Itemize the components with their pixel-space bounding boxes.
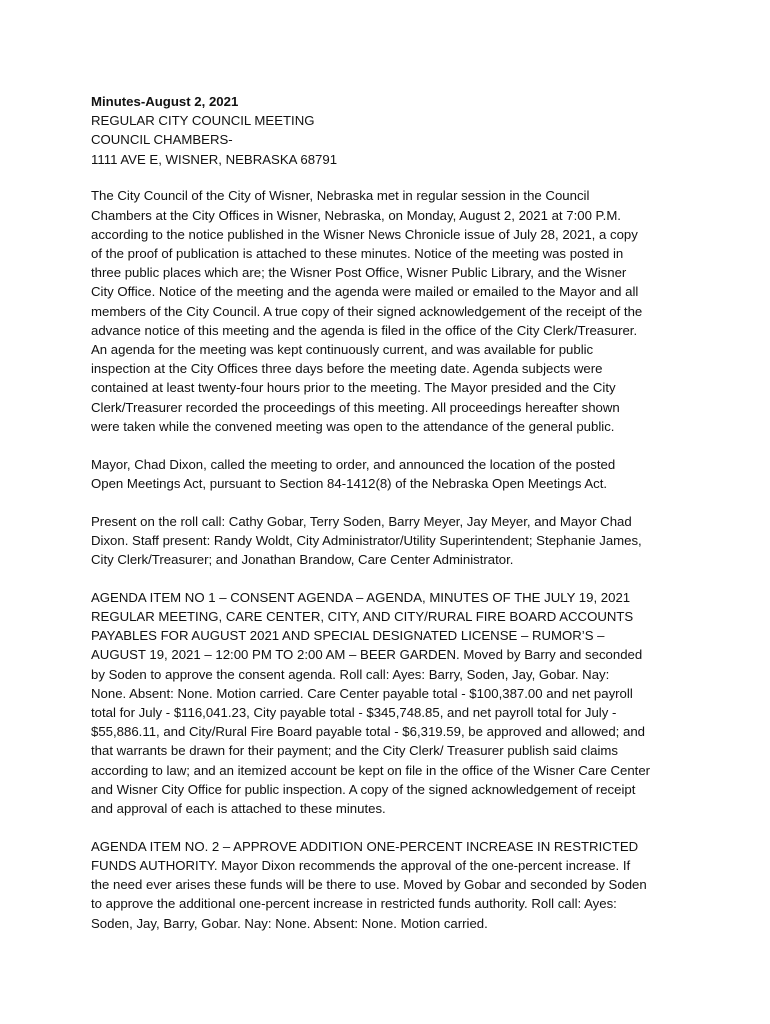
paragraph-line: City Clerk/Treasurer; and Jonathan Brandow, Care Center Administrator. xyxy=(91,552,514,568)
paragraph-agenda-item-2 xyxy=(91,837,691,933)
paragraph-line: PAYABLES FOR AUGUST 2021 AND SPECIAL DESIGNATED LICENSE – RUMOR’S – xyxy=(91,628,605,644)
paragraph-line: inspection at the City Offices three days before the meeting date. Agenda subjects were xyxy=(91,361,603,377)
paragraph-line: Clerk/Treasurer recorded the proceedings of this meeting. All proceedings hereafter shown xyxy=(91,399,620,415)
paragraph-line: by Soden to approve the consent agenda. Roll call: Ayes: Barry, Soden, Jay, Gobar. Nay: xyxy=(91,666,610,682)
paragraph-call-to-order xyxy=(91,455,691,493)
paragraph-line: Present on the roll call: Cathy Gobar, Terry Soden, Barry Meyer, Jay Meyer, and Mayor Chad xyxy=(91,513,632,529)
paragraph-line: The City Council of the City of Wisner, Nebraska met in regular session in the Council xyxy=(91,188,590,204)
paragraph-line: City Office. Notice of the meeting and the agenda were mailed or emailed to the Mayor and all xyxy=(91,284,639,300)
paragraph-line: advance notice of this meeting and the agenda is filed in the office of the City Clerk/Treasurer. xyxy=(91,322,638,338)
paragraph-line: contained at least twenty-four hours prior to the meeting. The Mayor presided and the City xyxy=(91,380,616,396)
paragraph-line: were taken while the convened meeting was open to the attendance of the general public. xyxy=(91,418,615,434)
paragraph-line: REGULAR MEETING, CARE CENTER, CITY, AND CITY/RURAL FIRE BOARD ACCOUNTS xyxy=(91,609,634,625)
paragraph-line: three public places which are; the Wisner Post Office, Wisner Public Library, and the Wisner xyxy=(91,265,627,281)
paragraph-line: total for July - $116,041.23, City payable total - $345,748.85, and net payroll total for July - xyxy=(91,705,617,721)
paragraph-line: $55,886.11, and City/Rural Fire Board payable total - $6,319.59, be approved and allowed; and xyxy=(91,724,646,740)
document-paragraphs xyxy=(91,186,691,932)
paragraph-line: members of the City Council. A true copy of their signed acknowledgement of the receipt of the xyxy=(91,303,643,319)
paragraph-line: Open Meetings Act, pursuant to Section 84-1412(8) of the Nebraska Open Meetings Act. xyxy=(91,475,608,491)
paragraph-line: according to the notice published in the Wisner News Chronicle issue of July 28, 2021, a copy xyxy=(91,226,638,242)
paragraph-line: AGENDA ITEM NO. 2 – APPROVE ADDITION ONE-PERCENT INCREASE IN RESTRICTED xyxy=(91,838,639,854)
paragraph-line: to approve the additional one-percent increase in restricted funds authority. Roll call: Ayes: xyxy=(91,896,617,912)
paragraph-line: AUGUST 19, 2021 – 12:00 PM TO 2:00 AM – BEER GARDEN. Moved by Barry and seconded xyxy=(91,647,643,663)
document-body xyxy=(91,92,691,951)
paragraph-line: Soden, Jay, Barry, Gobar. Nay: None. Absent: None. Motion carried. xyxy=(91,915,488,931)
paragraph-line: and Wisner City Office for public inspection. A copy of the signed acknowledgement of receipt xyxy=(91,781,636,797)
paragraph-agenda-item-1 xyxy=(91,588,691,818)
paragraph-meeting-notice xyxy=(91,186,691,436)
paragraph-line: Dixon. Staff present: Randy Woldt, City Administrator/Utility Superintendent; Stephanie James, xyxy=(91,532,642,548)
paragraph-line: according to law; and an itemized account be kept on file in the office of the Wisner Care Center xyxy=(91,762,651,778)
header-meeting-type: REGULAR CITY COUNCIL MEETING xyxy=(91,113,315,129)
paragraph-line: that warrants be drawn for their payment; and the City Clerk/ Treasurer publish said claims xyxy=(91,743,618,759)
paragraph-line: FUNDS AUTHORITY. Mayor Dixon recommends the approval of the one-percent increase. If xyxy=(91,858,631,874)
paragraph-line: the need ever arises these funds will be there to use. Moved by Gobar and seconded by Soden xyxy=(91,877,647,893)
header-address: 1111 AVE E, WISNER, NEBRASKA 68791 xyxy=(91,151,338,167)
document-title: Minutes-August 2, 2021 xyxy=(91,94,239,109)
paragraph-line: An agenda for the meeting was kept continuously current, and was available for public xyxy=(91,342,594,358)
paragraph-line: AGENDA ITEM NO 1 – CONSENT AGENDA – AGENDA, MINUTES OF THE JULY 19, 2021 xyxy=(91,589,631,605)
paragraph-line: of the proof of publication is attached to these minutes. Notice of the meeting was posted in xyxy=(91,246,624,262)
paragraph-line: None. Absent: None. Motion carried. Care Center payable total - $100,387.00 and net payroll xyxy=(91,685,633,701)
paragraph-line: and approval of each is attached to these minutes. xyxy=(91,801,386,817)
paragraph-line: Chambers at the City Offices in Wisner, Nebraska, on Monday, August 2, 2021 at 7:00 P.M. xyxy=(91,207,621,223)
header-location-name: COUNCIL CHAMBERS- xyxy=(91,132,233,148)
paragraph-roll-call xyxy=(91,512,691,570)
paragraph-line: Mayor, Chad Dixon, called the meeting to order, and announced the location of the posted xyxy=(91,456,616,472)
document-header xyxy=(91,92,691,169)
